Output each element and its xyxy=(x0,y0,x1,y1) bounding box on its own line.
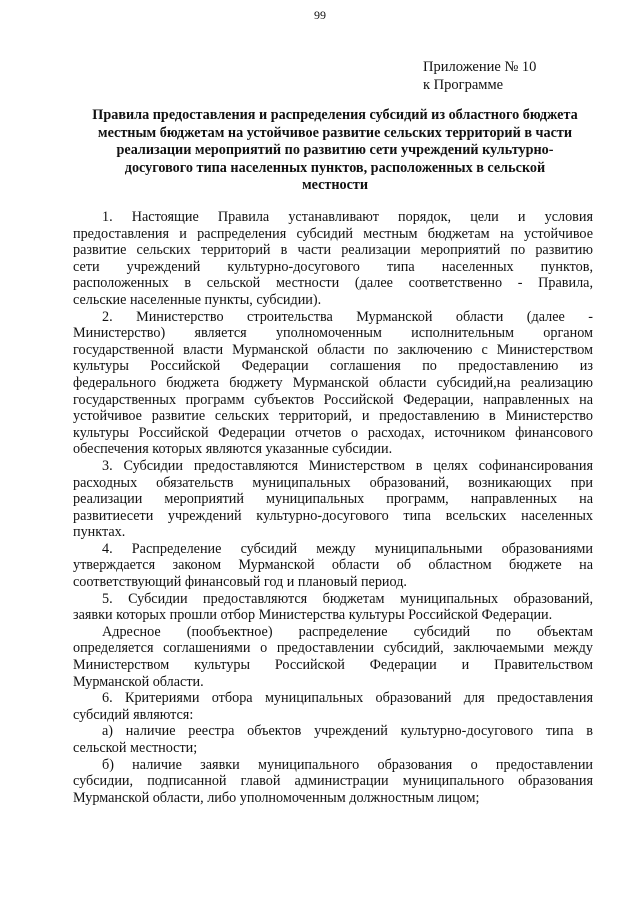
body-line: реализации мероприятий муниципальных программ, направленных на xyxy=(73,491,593,508)
page-number: 99 xyxy=(314,8,326,22)
appendix-line: к Программе xyxy=(423,77,504,93)
appendix-label xyxy=(423,58,536,94)
body-line: устойчивое развитие сельских территорий, и предоставлению в Министерство xyxy=(73,408,593,425)
body-line: сельские населенные пункты, субсидии). xyxy=(73,291,322,308)
body-line: 5. Субсидии предоставляются бюджетам муниципальных образований, xyxy=(102,590,593,607)
document-title xyxy=(68,107,602,195)
body-line: Адресное (пообъектное) распределение субсидий по объектам xyxy=(102,623,593,640)
body-line: утверждается законом Мурманской области об областном бюджете на xyxy=(73,557,593,574)
body-line: Мурманской области, либо уполномоченным должностным лицом; xyxy=(73,789,480,806)
body-line: обеспечения которых являются указанные субсидии. xyxy=(73,441,393,458)
body-line: развитие сельских территорий в части реализации мероприятий по развитию xyxy=(73,242,593,259)
body-line: определяется соглашениями о предоставлении субсидий, заключаемыми между xyxy=(73,640,593,657)
body-line: расположенных в сельской местности (далее соответственно - Правила, xyxy=(73,275,593,292)
body-line: 4. Распределение субсидий между муниципальными образованиями xyxy=(102,540,593,557)
title-line: досугового типа населенных пунктов, расположенных в сельской xyxy=(124,159,546,176)
title-line: Правила предоставления и распределения субсидий из областного бюджета xyxy=(92,107,578,123)
appendix-line: Приложение № 10 xyxy=(423,59,537,75)
document-body xyxy=(73,209,593,806)
body-line: Мурманской области. xyxy=(73,673,204,690)
body-line: заявки которых прошли отбор Министерства культуры Российской Федерации. xyxy=(73,607,553,624)
body-line: соответствующий финансовый год и плановый период. xyxy=(73,574,407,591)
body-line: 2. Министерство строительства Мурманской области (далее - xyxy=(102,308,593,325)
body-line: развитиесети учреждений культурно-досугового типа всельских населенных xyxy=(73,507,593,524)
body-line: пунктах. xyxy=(73,524,126,541)
body-line: федерального бюджета бюджету Мурманской области субсидий,на реализацию xyxy=(73,374,593,391)
body-line: 6. Критериями отбора муниципальных образований для предоставления xyxy=(102,690,593,707)
body-line: субсидии, подписанной главой администрации муниципального образования xyxy=(73,773,593,790)
body-line: предоставления и распределения субсидий местным бюджетам на устойчивое xyxy=(73,225,593,242)
body-line: расходных обязательств муниципальных образований, возникающих при xyxy=(73,474,593,491)
body-line: государственной власти Мурманской области по заключению с Министерством xyxy=(73,341,593,358)
body-line: сельской местности; xyxy=(73,740,198,756)
title-line: реализации мероприятий по развитию сети учреждений культурно- xyxy=(116,142,554,159)
body-line: субсидий являются: xyxy=(73,706,194,723)
body-line: 1. Настоящие Правила устанавливают порядок, цели и условия xyxy=(102,209,593,225)
body-line: б) наличие заявки муниципального образования о предоставлении xyxy=(102,756,593,773)
body-line: культуры Российской Федерации соглашения по предоставлению из xyxy=(73,358,593,375)
body-line: культуры Российской Федерации отчетов о расходах, источником финансового xyxy=(73,424,593,441)
title-line: местности xyxy=(301,177,369,194)
title-line: местным бюджетам на устойчивое развитие сельских территорий в части xyxy=(97,124,573,141)
body-line: а) наличие реестра объектов учреждений культурно-досугового типа в xyxy=(102,723,593,740)
body-line: Министерством культуры Российской Федерации и Правительством xyxy=(73,657,593,674)
body-line: Министерство) является уполномоченным исполнительным органом xyxy=(73,325,593,342)
body-line: государственных программ субъектов Российской Федерации, направленных на xyxy=(73,391,593,408)
body-line: сети учреждений культурно-досугового типа населенных пунктов, xyxy=(73,258,593,275)
body-line: 3. Субсидии предоставляются Министерством в целях софинансирования xyxy=(102,457,593,474)
